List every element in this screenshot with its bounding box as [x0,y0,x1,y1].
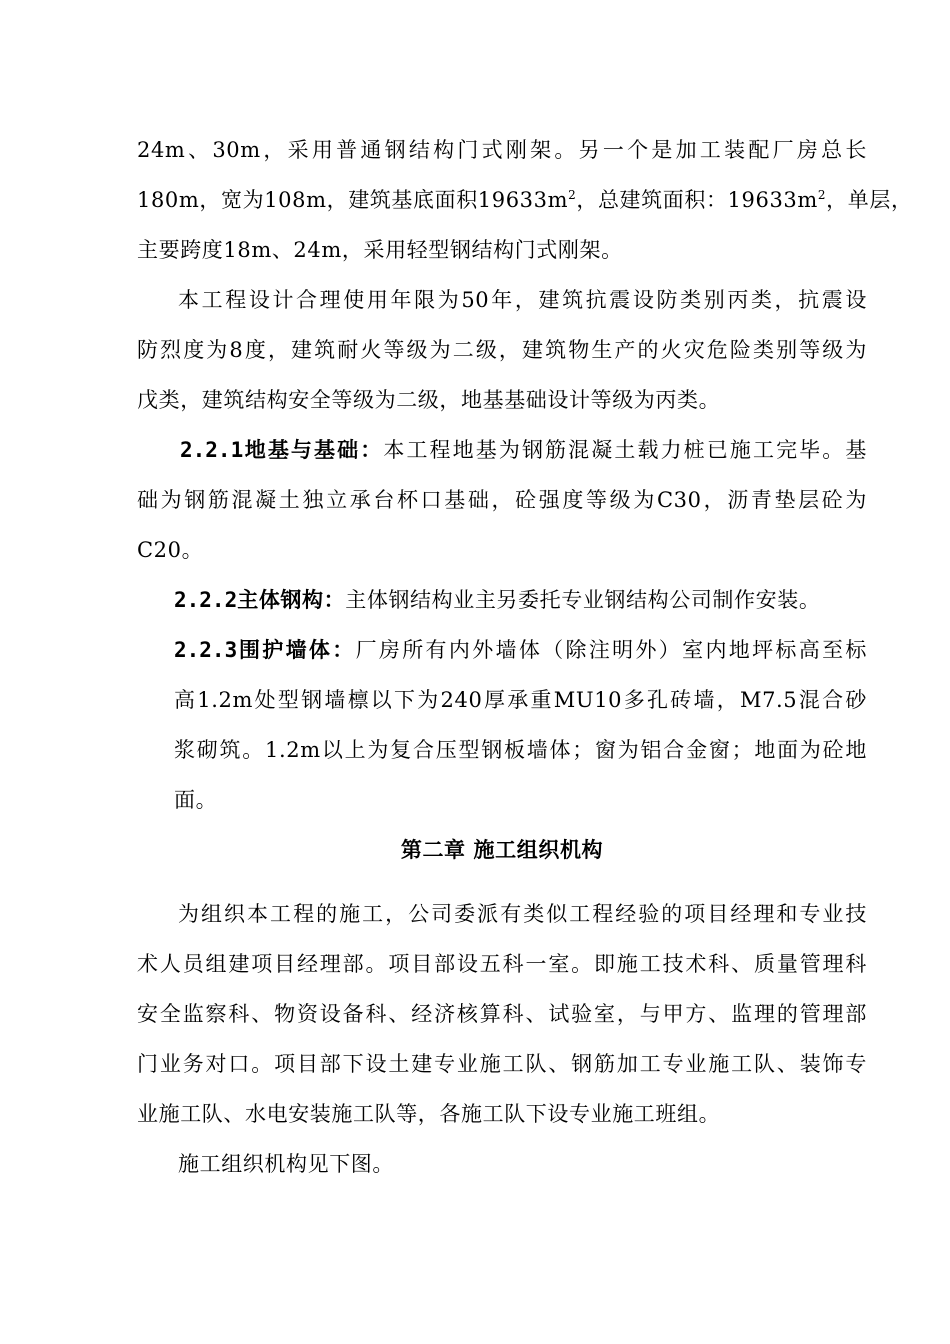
superscript-2: 2 [568,188,577,202]
section-2-2-3-line-2: 高1.2m处型钢墙檩以下为240厚承重MU10多孔砖墙，M7.5混合砂 [174,688,867,712]
section-2-2-3-line-1 [174,636,867,664]
section-2-2-3-line-4: 面。 [174,788,218,812]
section-2-2-1-line-2: 础为钢筋混凝土独立承台杯口基础，砼强度等级为C30，沥青垫层砼为 [137,488,867,512]
org-line-4: 门业务对口。项目部下设土建专业施工队、钢筋加工专业施工队、装饰专 [137,1052,867,1076]
section-2-2-1-line-1 [180,436,867,464]
section-2-2-3-line-3: 浆砌筑。1.2m以上为复合压型钢板墙体；窗为铝合金窗；地面为砼地 [174,738,867,762]
design-line-1: 本工程设计合理使用年限为50年，建筑抗震设防类别丙类，抗震设 [178,288,867,312]
section-text: 本工程地基为钢筋混凝土载力桩已施工完毕。基 [383,438,867,462]
intro-line-1: 24m、30m，采用普通钢结构门式刚架。另一个是加工装配厂房总长 [137,138,867,162]
intro-line-2 [137,186,913,214]
org-line-2: 术人员组建项目经理部。项目部设五科一室。即施工技术科、质量管理科 [137,952,867,976]
section-number: 2.2.1 [180,438,244,462]
section-title: 地基与基础： [243,437,384,462]
section-text: 主体钢结构业主另委托专业钢结构公司制作安装。 [345,588,821,612]
section-2-2-1-line-3: C20。 [137,538,204,562]
intro-line-3: 主要跨度18m、24m，采用轻型钢结构门式刚架。 [137,238,623,262]
section-number: 2.2.3 [174,638,238,662]
intro-line-2-text-a: 180m，宽为108m，建筑基底面积19633m [137,188,569,212]
design-line-3: 戊类，建筑结构安全等级为二级，地基基础设计等级为丙类。 [137,388,721,412]
section-text: 厂房所有内外墙体（除注明外）室内地坪标高至标 [355,638,868,662]
org-line-5: 业施工队、水电安装施工队等，各施工队下设专业施工班组。 [137,1102,721,1126]
section-title: 主体钢构： [237,587,346,612]
org-line-1: 为组织本工程的施工，公司委派有类似工程经验的项目经理和专业技 [178,902,867,926]
section-number: 2.2.2 [174,588,238,612]
design-line-2: 防烈度为8度，建筑耐火等级为二级，建筑物生产的火灾危险类别等级为 [137,338,867,362]
org-line-6: 施工组织机构见下图。 [178,1152,394,1176]
org-line-3: 安全监察科、物资设备科、经济核算科、试验室，与甲方、监理的管理部 [137,1002,867,1026]
section-2-2-2-line-1 [174,586,874,614]
intro-line-2-text-c: ，单层， [826,188,913,212]
superscript-2: 2 [817,188,827,202]
intro-line-2-text-b: ，总建筑面积：19633m [576,188,818,212]
section-title: 围护墙体： [237,637,356,662]
chapter-heading: 第二章 施工组织机构 [400,837,604,862]
